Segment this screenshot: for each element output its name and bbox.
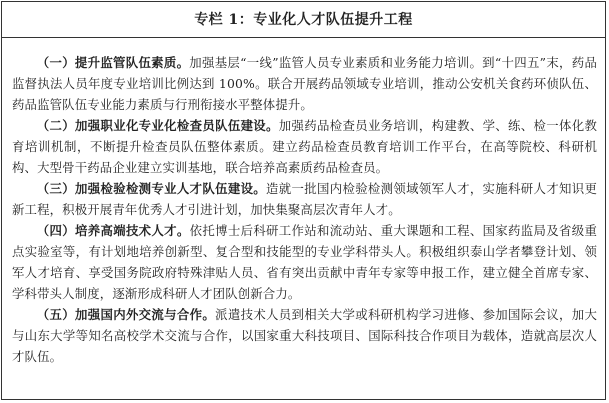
paragraph-text: 造就一批国内检验检测领域领军人才，实施科研人才知识更新工程，积极开展青年优秀人才引进计划，加快集聚高层次青年人才。 bbox=[12, 181, 597, 217]
paragraph-heading: （一）提升监管队伍素质。 bbox=[36, 55, 190, 70]
paragraph-supervision-team bbox=[12, 52, 597, 115]
paragraph-text: 派遣技术人员到相关大学或科研机构学习进修、参加国际会议，加大与山东大学等知名高校学术交流与合作，以国家重大科技项目、国际科技合作项目为载体，造就高层次人才队伍。 bbox=[12, 307, 597, 364]
column-box bbox=[1, 1, 606, 400]
paragraph-exchange-cooperation bbox=[12, 304, 597, 367]
paragraph-heading: （四）培养高端技术人才。 bbox=[36, 223, 190, 238]
paragraph-inspector-team bbox=[12, 115, 597, 178]
paragraph-heading: （五）加强国内外交流与合作。 bbox=[36, 307, 216, 322]
paragraph-text: 加强药品检查员业务培训，构建教、学、练、检一体化教育培训机制，不断提升检查员队伍整体素质。建立药品检查员教育培训工作平台，在高等院校、科研机构、大型骨干药品企业建立实训基地，联合培养高素质药品检查员。 bbox=[12, 118, 598, 175]
paragraph-testing-talent bbox=[12, 178, 597, 220]
box-title: 专栏 1：专业化人才队伍提升工程 bbox=[2, 2, 605, 38]
paragraph-high-end-talent bbox=[12, 220, 597, 304]
paragraph-heading: （二）加强职业化专业化检查员队伍建设。 bbox=[36, 118, 279, 133]
box-body bbox=[12, 52, 597, 367]
paragraph-text: 加强基层“一线”监管人员专业素质和业务能力培训。到“十四五”末，药品监督执法人员年度专业培训比例达到 100%。联合开展药品领域专业培训，推动公安机关食药环侦队伍、药品监管队伍专业能力素质与行刑衔接水平整体提升。 bbox=[12, 55, 597, 112]
paragraph-heading: （三）加强检验检测专业人才队伍建设。 bbox=[36, 181, 267, 196]
paragraph-text: 依托博士后科研工作站和流动站、重大课题和工程、国家药监局及省级重点实验室等，有计划地培养创新型、复合型和技能型的专业学科带头人。积极组织泰山学者攀登计划、领军人才培育、享受国务院政府特殊津贴人员、省有突出贡献中青年专家等申报工作，建立健全首席专家、学科带头人制度，逐渐形成科研人才团队创新合力。 bbox=[12, 223, 597, 301]
